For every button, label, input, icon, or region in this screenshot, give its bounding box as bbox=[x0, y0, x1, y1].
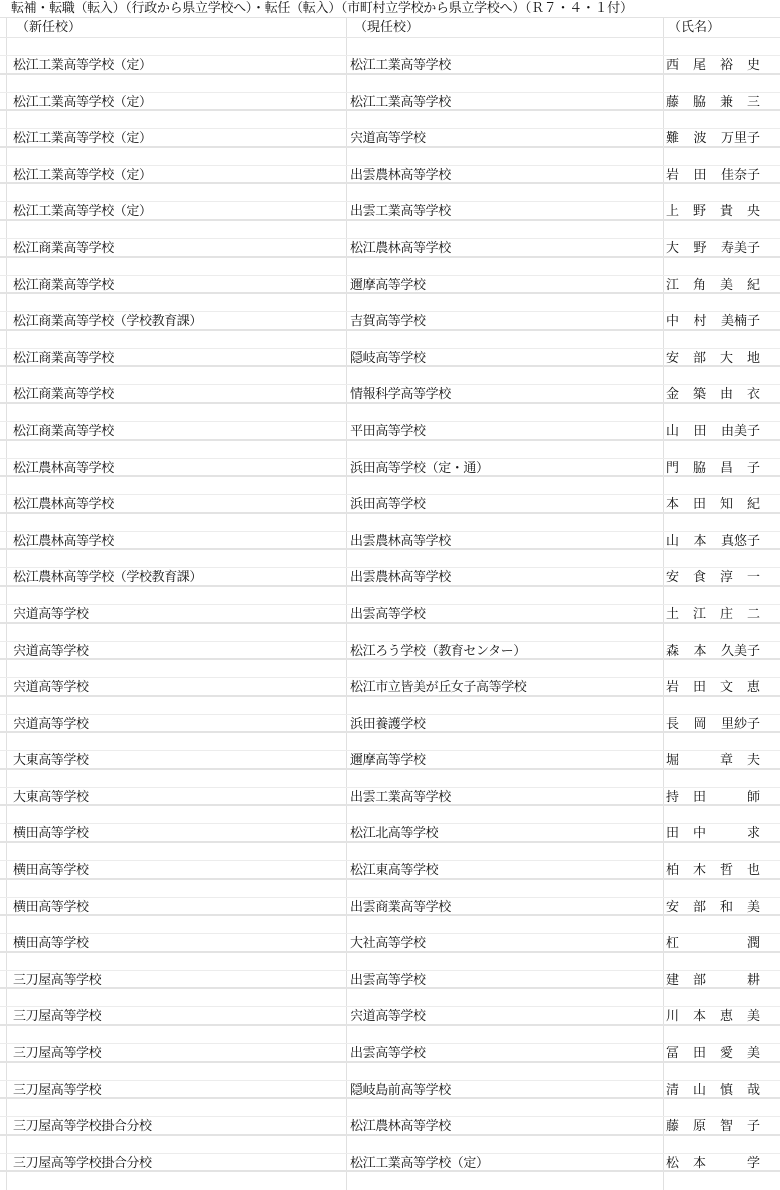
name-cell bbox=[666, 1156, 760, 1171]
name-part: 哉 bbox=[746, 1082, 760, 1098]
table-row bbox=[0, 624, 780, 661]
table-row bbox=[0, 331, 780, 368]
name-part: 建 bbox=[666, 972, 680, 988]
name-part: 和 bbox=[719, 899, 733, 915]
current-school-cell: 浜田養護学校 bbox=[350, 716, 426, 732]
name-cell bbox=[666, 753, 760, 768]
row-upper-line bbox=[0, 111, 780, 129]
row-upper-line bbox=[0, 75, 780, 93]
name-part: 智 bbox=[719, 1119, 733, 1135]
name-cell bbox=[666, 95, 760, 110]
new-school-cell: 松江商業高等学校 bbox=[13, 423, 114, 439]
new-school-cell: 松江工業高等学校（定） bbox=[13, 167, 152, 183]
name-part: 柏 bbox=[666, 863, 680, 879]
name-cell bbox=[666, 900, 760, 915]
name-part: 学 bbox=[746, 1155, 760, 1171]
name-cell bbox=[666, 790, 760, 805]
name-cell bbox=[666, 241, 760, 256]
table-row bbox=[0, 38, 780, 75]
name-part: 山 bbox=[666, 423, 680, 439]
new-school-cell: 三刀屋高等学校掛合分校 bbox=[13, 1119, 152, 1135]
name-part: 衣 bbox=[746, 387, 760, 403]
name-part: 持 bbox=[666, 789, 680, 805]
name-part: 田 bbox=[666, 826, 680, 842]
table-row bbox=[0, 367, 780, 404]
new-school-cell: 三刀屋高等学校 bbox=[13, 1082, 102, 1098]
name-part: 美 bbox=[719, 277, 733, 293]
new-school-cell: 三刀屋高等学校掛合分校 bbox=[13, 1155, 152, 1171]
name-part: 裕 bbox=[719, 58, 733, 73]
name-cell bbox=[666, 461, 760, 476]
table-row bbox=[0, 550, 780, 587]
name-part: 冨 bbox=[666, 1046, 680, 1062]
new-school-cell: 松江商業高等学校 bbox=[13, 277, 114, 293]
header-new-school: （新任校） bbox=[16, 20, 82, 35]
name-part: 松 bbox=[666, 1155, 680, 1171]
name-part: 紀 bbox=[746, 277, 760, 293]
row-upper-line bbox=[0, 1026, 780, 1044]
new-school-cell: 松江商業高等学校 bbox=[13, 350, 114, 366]
name-part: 慎 bbox=[719, 1082, 733, 1098]
name-cell bbox=[666, 680, 760, 695]
table-row bbox=[0, 697, 780, 734]
table-row bbox=[0, 514, 780, 551]
name-cell bbox=[666, 1009, 760, 1024]
name-part: 本 bbox=[666, 497, 680, 513]
title-row bbox=[0, 0, 780, 18]
name-part: 田 bbox=[692, 497, 706, 513]
name-part: 田 bbox=[692, 1046, 706, 1062]
table-row bbox=[0, 75, 780, 112]
name-part: 食 bbox=[692, 570, 706, 586]
table-row bbox=[0, 258, 780, 295]
table-row bbox=[0, 806, 780, 843]
name-part: 部 bbox=[693, 972, 707, 988]
name-part: 安 bbox=[666, 899, 680, 915]
name-part: 川 bbox=[666, 1009, 680, 1025]
name-part: 難 bbox=[666, 131, 680, 147]
row-upper-line bbox=[0, 880, 780, 898]
name-part: 文 bbox=[719, 680, 733, 696]
current-school-cell: 松江工業高等学校 bbox=[350, 94, 451, 110]
name-part: 清 bbox=[666, 1082, 680, 1098]
header-name: （氏名） bbox=[668, 20, 721, 35]
name-part bbox=[693, 936, 706, 951]
row-upper-line bbox=[0, 258, 780, 276]
row-upper-line bbox=[0, 477, 780, 495]
name-part: 野 bbox=[693, 240, 707, 256]
new-school-cell: 松江工業高等学校（定） bbox=[13, 131, 152, 147]
name-part: 淳 bbox=[719, 570, 733, 586]
name-cell bbox=[666, 973, 760, 988]
row-upper-line bbox=[0, 221, 780, 239]
name-cell bbox=[666, 497, 760, 512]
current-school-cell: 松江工業高等学校 bbox=[350, 58, 451, 73]
new-school-cell: 横田高等学校 bbox=[13, 863, 89, 879]
name-part: 愛 bbox=[719, 1046, 733, 1062]
name-cell bbox=[666, 534, 760, 549]
row-upper-line bbox=[0, 953, 780, 971]
name-part: 久美子 bbox=[720, 643, 760, 659]
header-row bbox=[0, 18, 780, 38]
name-part: 寿美子 bbox=[720, 240, 760, 256]
row-upper-line bbox=[0, 184, 780, 202]
new-school-cell: 松江工業高等学校（定） bbox=[13, 94, 152, 110]
name-part: 田 bbox=[692, 680, 706, 696]
table-row bbox=[0, 404, 780, 441]
name-part: 恵 bbox=[719, 1009, 733, 1025]
new-school-cell: 宍道高等学校 bbox=[13, 680, 89, 696]
name-part: 地 bbox=[746, 350, 760, 366]
current-school-cell: 大社高等学校 bbox=[350, 936, 426, 952]
name-part: 耕 bbox=[746, 972, 760, 988]
row-upper-line bbox=[0, 294, 780, 312]
new-school-cell: 松江商業高等学校 bbox=[13, 240, 114, 256]
new-school-cell: 宍道高等学校 bbox=[13, 716, 89, 732]
name-cell bbox=[666, 607, 760, 622]
new-school-cell: 松江農林高等学校 bbox=[13, 533, 114, 549]
name-cell bbox=[666, 1119, 760, 1134]
name-cell bbox=[666, 826, 760, 841]
new-school-cell: 三刀屋高等学校 bbox=[13, 1046, 102, 1062]
name-part: 庄 bbox=[719, 606, 733, 622]
table-row bbox=[0, 148, 780, 185]
new-school-cell: 松江工業高等学校（定） bbox=[13, 204, 152, 220]
name-part: 波 bbox=[693, 131, 707, 147]
row-upper-line bbox=[0, 697, 780, 715]
name-cell bbox=[666, 387, 760, 402]
table-row bbox=[0, 660, 780, 697]
table-row bbox=[0, 733, 780, 770]
row-upper-line bbox=[0, 660, 780, 678]
table-row bbox=[0, 587, 780, 624]
current-school-cell: 浜田高等学校（定・通） bbox=[350, 460, 489, 476]
row-upper-line bbox=[0, 587, 780, 605]
name-part bbox=[720, 936, 733, 951]
row-upper-line bbox=[0, 1063, 780, 1081]
new-school-cell: 横田高等学校 bbox=[13, 826, 89, 842]
name-part: 章 bbox=[719, 753, 733, 769]
name-part: 脇 bbox=[692, 94, 706, 110]
name-part: 潤 bbox=[746, 936, 760, 952]
name-cell bbox=[666, 351, 760, 366]
name-part: 堀 bbox=[666, 753, 680, 769]
current-school-cell: 宍道高等学校 bbox=[350, 131, 426, 147]
current-school-cell: 松江市立皆美が丘女子高等学校 bbox=[350, 680, 527, 696]
name-part: 子 bbox=[746, 460, 760, 476]
current-school-cell: 隠岐島前高等学校 bbox=[350, 1082, 451, 1098]
row-upper-line bbox=[0, 733, 780, 751]
name-part: 江 bbox=[692, 606, 706, 622]
name-part: 求 bbox=[746, 826, 760, 842]
name-part: 本 bbox=[692, 1009, 706, 1025]
name-part: 村 bbox=[693, 314, 707, 330]
name-part bbox=[720, 826, 733, 841]
current-school-cell: 出雲商業高等学校 bbox=[350, 899, 451, 915]
new-school-cell: 松江農林高等学校 bbox=[13, 497, 114, 513]
name-part: 部 bbox=[692, 350, 706, 366]
current-school-cell: 松江農林高等学校 bbox=[350, 1119, 451, 1135]
name-part: 昌 bbox=[719, 460, 733, 476]
row-upper-line bbox=[0, 770, 780, 788]
name-part: 岩 bbox=[666, 167, 680, 183]
new-school-cell: 松江農林高等学校 bbox=[13, 460, 114, 476]
name-part: 也 bbox=[746, 863, 760, 879]
name-part: 美 bbox=[746, 1009, 760, 1025]
name-cell bbox=[666, 644, 760, 659]
row-upper-line bbox=[0, 514, 780, 532]
table-row bbox=[0, 1063, 780, 1100]
name-part bbox=[720, 1156, 733, 1171]
row-upper-line bbox=[0, 38, 780, 56]
name-part: 山 bbox=[666, 533, 680, 549]
name-part: 中 bbox=[666, 314, 680, 330]
name-part: 江 bbox=[666, 277, 680, 293]
name-part: 中 bbox=[693, 826, 707, 842]
name-part: 貴 bbox=[719, 204, 733, 220]
row-upper-line bbox=[0, 806, 780, 824]
table-row bbox=[0, 441, 780, 478]
name-part bbox=[693, 753, 706, 768]
name-part: 師 bbox=[746, 789, 760, 805]
table-row bbox=[0, 111, 780, 148]
current-school-cell: 宍道高等学校 bbox=[350, 1009, 426, 1025]
current-school-cell: 出雲高等学校 bbox=[350, 972, 426, 988]
header-current-school: （現任校） bbox=[354, 20, 420, 35]
table-row bbox=[0, 953, 780, 990]
name-part: 角 bbox=[692, 277, 706, 293]
name-part bbox=[720, 790, 733, 805]
name-part: 佳奈子 bbox=[720, 167, 760, 183]
new-school-cell: 三刀屋高等学校 bbox=[13, 1009, 102, 1025]
name-part: 美 bbox=[746, 899, 760, 915]
current-school-cell: 出雲工業高等学校 bbox=[350, 204, 451, 220]
table-row bbox=[0, 916, 780, 953]
name-part: 恵 bbox=[746, 680, 760, 696]
name-part: 二 bbox=[746, 606, 760, 622]
name-part: 由美子 bbox=[720, 423, 760, 439]
name-part: 西 bbox=[666, 58, 680, 73]
name-cell bbox=[666, 168, 760, 183]
row-upper-line bbox=[0, 1136, 780, 1154]
current-school-cell: 隠岐高等学校 bbox=[350, 350, 426, 366]
new-school-cell: 横田高等学校 bbox=[13, 936, 89, 952]
name-part: 安 bbox=[666, 570, 680, 586]
table-row bbox=[0, 843, 780, 880]
name-part: 大 bbox=[666, 240, 680, 256]
current-school-cell: 松江工業高等学校（定） bbox=[350, 1155, 489, 1171]
name-cell bbox=[666, 204, 760, 219]
name-part: 央 bbox=[746, 204, 760, 220]
name-cell bbox=[666, 314, 760, 329]
name-part: 田 bbox=[693, 167, 707, 183]
table-row bbox=[0, 477, 780, 514]
row-upper-line bbox=[0, 550, 780, 568]
current-school-cell: 吉賀高等学校 bbox=[350, 314, 426, 330]
table-row bbox=[0, 1136, 780, 1173]
name-part: 土 bbox=[666, 606, 680, 622]
name-part: 兼 bbox=[719, 94, 733, 110]
name-part: 美 bbox=[746, 1046, 760, 1062]
name-part: 美楠子 bbox=[720, 314, 760, 330]
current-school-cell: 出雲農林高等学校 bbox=[350, 533, 451, 549]
name-part: 藤 bbox=[666, 94, 680, 110]
row-upper-line bbox=[0, 367, 780, 385]
table-row bbox=[0, 184, 780, 221]
name-cell bbox=[666, 717, 760, 732]
current-school-cell: 邇摩高等学校 bbox=[350, 753, 426, 769]
name-cell bbox=[666, 1083, 760, 1098]
table-row bbox=[0, 294, 780, 331]
name-part: 田 bbox=[693, 423, 707, 439]
current-school-cell: 松江ろう学校（教育センター） bbox=[350, 643, 526, 659]
current-school-cell: 出雲高等学校 bbox=[350, 1046, 426, 1062]
name-part: 森 bbox=[666, 643, 680, 659]
name-part: 杠 bbox=[666, 936, 680, 952]
name-part: 安 bbox=[666, 350, 680, 366]
name-part: 岩 bbox=[666, 680, 680, 696]
name-part: 山 bbox=[692, 1082, 706, 1098]
name-part: 岡 bbox=[693, 716, 707, 732]
name-part: 長 bbox=[666, 716, 680, 732]
table-row bbox=[0, 989, 780, 1026]
row-upper-line bbox=[0, 404, 780, 422]
name-part: 藤 bbox=[666, 1119, 680, 1135]
name-part: 史 bbox=[746, 58, 760, 73]
current-school-cell: 出雲高等学校 bbox=[350, 606, 426, 622]
table-row bbox=[0, 1099, 780, 1136]
current-school-cell: 平田高等学校 bbox=[350, 423, 426, 439]
row-upper-line bbox=[0, 989, 780, 1007]
table-row bbox=[0, 221, 780, 258]
name-part: 門 bbox=[666, 460, 680, 476]
new-school-cell: 三刀屋高等学校 bbox=[13, 972, 102, 988]
name-cell bbox=[666, 863, 760, 878]
new-school-cell: 横田高等学校 bbox=[13, 899, 89, 915]
row-upper-line bbox=[0, 331, 780, 349]
name-cell bbox=[666, 1046, 760, 1061]
name-part: 部 bbox=[692, 899, 706, 915]
name-cell bbox=[666, 278, 760, 293]
current-school-cell: 松江北高等学校 bbox=[350, 826, 439, 842]
name-part bbox=[720, 973, 733, 988]
current-school-cell: 情報科学高等学校 bbox=[350, 387, 451, 403]
name-part: 築 bbox=[692, 387, 706, 403]
name-part: 本 bbox=[693, 643, 707, 659]
row-upper-line bbox=[0, 441, 780, 459]
name-cell bbox=[666, 58, 760, 73]
name-part: 真悠子 bbox=[720, 533, 760, 549]
new-school-cell: 松江農林高等学校（学校教育課） bbox=[13, 570, 203, 586]
name-part: 尾 bbox=[692, 58, 706, 73]
name-part: 本 bbox=[693, 1155, 707, 1171]
name-part: 上 bbox=[666, 204, 680, 220]
current-school-cell: 浜田高等学校 bbox=[350, 497, 426, 513]
new-school-cell: 松江商業高等学校（学校教育課） bbox=[13, 314, 203, 330]
name-part: 里紗子 bbox=[720, 716, 760, 732]
name-cell bbox=[666, 936, 760, 951]
table-row bbox=[0, 880, 780, 917]
new-school-cell: 大東高等学校 bbox=[13, 789, 89, 805]
new-school-cell: 松江工業高等学校（定） bbox=[13, 58, 152, 73]
new-school-cell: 大東高等学校 bbox=[13, 753, 89, 769]
new-school-cell: 松江商業高等学校 bbox=[13, 387, 114, 403]
name-part: 知 bbox=[719, 497, 733, 513]
name-part: 三 bbox=[746, 94, 760, 110]
record-list bbox=[0, 38, 780, 1172]
current-school-cell: 邇摩高等学校 bbox=[350, 277, 426, 293]
name-part: 紀 bbox=[746, 497, 760, 513]
name-part: 夫 bbox=[746, 753, 760, 769]
name-cell bbox=[666, 131, 760, 146]
name-part: 本 bbox=[693, 533, 707, 549]
new-school-cell: 宍道高等学校 bbox=[13, 643, 89, 659]
name-part: 木 bbox=[692, 863, 706, 879]
row-upper-line bbox=[0, 624, 780, 642]
document-title: 転補・転職（転入）（行政から県立学校へ）・転任（転入）（市町村立学校から県立学校へ）（Ｒ７・４・１付） bbox=[11, 1, 633, 16]
current-school-cell: 松江東高等学校 bbox=[350, 863, 439, 879]
new-school-cell: 宍道高等学校 bbox=[13, 606, 89, 622]
name-part: 野 bbox=[692, 204, 706, 220]
row-upper-line bbox=[0, 916, 780, 934]
current-school-cell: 松江農林高等学校 bbox=[350, 240, 451, 256]
table-row bbox=[0, 1026, 780, 1063]
row-upper-line bbox=[0, 1099, 780, 1117]
name-part: 子 bbox=[746, 1119, 760, 1135]
name-part: 由 bbox=[719, 387, 733, 403]
row-upper-line bbox=[0, 843, 780, 861]
row-upper-line bbox=[0, 148, 780, 166]
name-cell bbox=[666, 570, 760, 585]
current-school-cell: 出雲工業高等学校 bbox=[350, 789, 451, 805]
name-part: 大 bbox=[719, 350, 733, 366]
name-part: 一 bbox=[746, 570, 760, 586]
name-part: 田 bbox=[693, 789, 707, 805]
table-row bbox=[0, 770, 780, 807]
name-part: 脇 bbox=[692, 460, 706, 476]
name-part: 金 bbox=[666, 387, 680, 403]
current-school-cell: 出雲農林高等学校 bbox=[350, 570, 451, 586]
name-cell bbox=[666, 424, 760, 439]
name-part: 原 bbox=[692, 1119, 706, 1135]
name-part: 哲 bbox=[719, 863, 733, 879]
current-school-cell: 出雲農林高等学校 bbox=[350, 167, 451, 183]
name-part: 万里子 bbox=[720, 131, 760, 147]
